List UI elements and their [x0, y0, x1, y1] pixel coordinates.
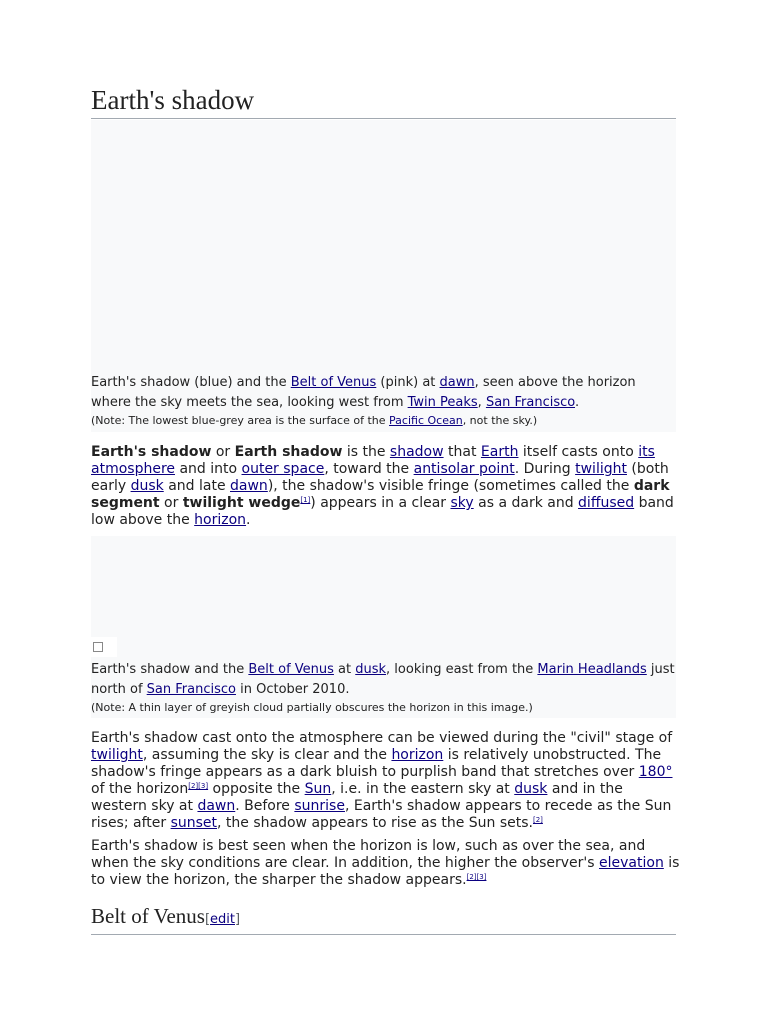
link-sunrise[interactable]: sunrise [294, 798, 345, 814]
link-outer-space[interactable]: outer space [241, 461, 325, 477]
reference-link[interactable]: [2][3] [188, 782, 209, 790]
paragraph-best-seen: Earth's shadow is best seen when the horizon is low, such as over the sea, and when the sky conditions are clear. In addition, the higher the observer's elevation is to view the horizon, the sharper the shadow appears.[2][3] [91, 838, 680, 888]
link-dusk[interactable]: dusk [130, 478, 164, 494]
paragraph-intro: Earth's shadow or Earth shadow is the shadow that Earth itself casts onto its atmosphere and into outer space, toward the antisolar point. During twilight (both early dusk and late dawn), the shadow's visible fringe (sometimes called the dark segment or twilight wedge[1]) appears in a clear sky as a dark and diffused band low above the horizon. [91, 444, 674, 528]
figure-note-dawn: (Note: The lowest blue-grey area is the surface of the Pacific Ocean, not the sky.) [91, 414, 538, 427]
link-antisolar-point[interactable]: antisolar point [413, 461, 515, 477]
link-earth[interactable]: Earth [480, 444, 519, 460]
link-dusk[interactable]: dusk [355, 662, 387, 677]
link-twin-peaks[interactable]: Twin Peaks [407, 395, 478, 410]
link-marin-headlands[interactable]: Marin Headlands [537, 662, 647, 677]
reference-link[interactable]: [1] [300, 496, 311, 504]
edit-section: [edit] [204, 912, 241, 927]
page-title: Earth's shadow [91, 84, 676, 119]
figure-note-dusk: (Note: A thin layer of greyish cloud partially obscures the horizon in this image.) [91, 701, 533, 714]
reference-link[interactable]: [2][3] [466, 873, 487, 881]
link-san-francisco[interactable]: San Francisco [485, 395, 576, 410]
link-pacific-ocean[interactable]: Pacific Ocean [389, 414, 463, 427]
link-dawn[interactable]: dawn [439, 375, 475, 390]
link-twilight[interactable]: twilight [91, 747, 143, 763]
link-sunset[interactable]: sunset [170, 815, 218, 831]
link-diffused[interactable]: diffused [578, 495, 635, 511]
link-belt-of-venus[interactable]: Belt of Venus [290, 375, 377, 390]
figure-dusk [91, 536, 676, 718]
link-sky[interactable]: sky [450, 495, 474, 511]
link-belt-of-venus[interactable]: Belt of Venus [248, 662, 334, 677]
broken-image-icon[interactable] [91, 637, 117, 657]
link-dawn[interactable]: dawn [197, 798, 236, 814]
section-heading-belt-of-venus: Belt of Venus[edit] [91, 903, 676, 935]
edit-link[interactable]: edit [210, 912, 235, 927]
paragraph-visibility: Earth's shadow cast onto the atmosphere can be viewed during the "civil" stage of twilight, assuming the sky is clear and the horizon is relatively unobstructed. The shadow's fringe appears as a dark bluish to purplish band that stretches over 180° of the horizon[2][3] opposite the Sun, i.e. in the eastern sky at dusk and in the western sky at dawn. Before sunrise, Earth's shadow appears to recede as the Sun rises; after sunset, the shadow appears to rise as the Sun sets.[2] [91, 730, 673, 831]
link-san-francisco[interactable]: San Francisco [146, 682, 236, 697]
link-elevation[interactable]: elevation [599, 855, 664, 871]
link-twilight[interactable]: twilight [575, 461, 627, 477]
link-dawn[interactable]: dawn [230, 478, 268, 494]
figure-caption-dawn: Earth's shadow (blue) and the Belt of Venus (pink) at dawn, seen above the horizon where the sky meets the sea, looking west from Twin Peaks, San Francisco. (Note: The lowest blue-grey area is the surface of the Pacific Ocean, not the sky.) [91, 373, 676, 429]
figure-caption-dusk: Earth's shadow and the Belt of Venus at dusk, looking east from the Marin Headlands just north of San Francisco in October 2010. (Note: A thin layer of greyish cloud partially obscures the horizon in this image.) [91, 662, 675, 714]
figure-dawn [91, 120, 676, 432]
link-shadow[interactable]: shadow [389, 444, 444, 460]
link-horizon[interactable]: horizon [194, 512, 247, 528]
link-atmosphere[interactable]: its atmosphere [91, 444, 655, 477]
link-sun[interactable]: Sun [304, 781, 332, 797]
figure-image-dawn[interactable] [91, 120, 676, 372]
reference-link[interactable]: [2] [532, 816, 543, 824]
link-180-degrees[interactable]: 180° [638, 764, 673, 780]
link-dusk[interactable]: dusk [514, 781, 548, 797]
link-horizon[interactable]: horizon [391, 747, 444, 763]
figure-image-dusk[interactable] [91, 536, 676, 656]
